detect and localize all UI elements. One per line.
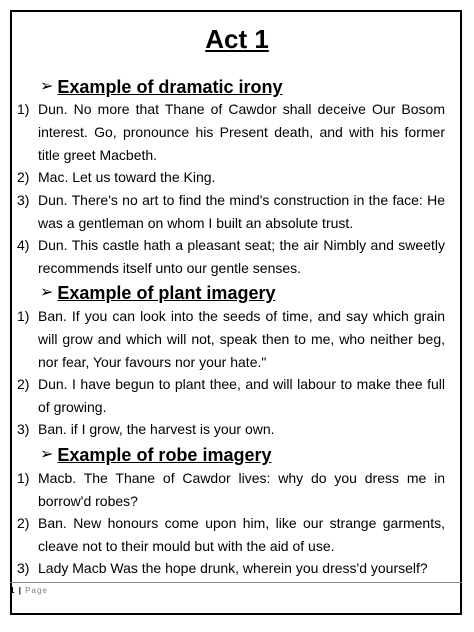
footer-separator: | — [18, 586, 21, 595]
list-item: 2) Dun. I have begun to plant thee, and will labour to make thee full of growing. — [17, 376, 445, 415]
list-item: 3) Dun. There's no art to find the mind's construction in the face: He was a gentleman on whom I built an absolute trust. — [17, 192, 445, 231]
list-item: 3) Lady Macb Was the hope drunk, wherein you dress'd yourself? — [17, 560, 428, 576]
page-title: Act 1 — [205, 24, 269, 54]
section-heading-plant-imagery: ➢ Example of plant imagery — [40, 283, 276, 303]
list-item: 2) Mac. Let us toward the King. — [17, 169, 216, 185]
list-item: 1) Dun. No more that Thane of Cawdor shall deceive Our Bosom interest. Go, pronounce his Present death, and with his former title greet Macbeth. — [17, 101, 445, 163]
page-footer — [10, 582, 462, 597]
arrow-bullet-icon: ➢ — [40, 446, 54, 463]
arrow-bullet-icon: ➢ — [40, 284, 54, 301]
section-heading-dramatic-irony: ➢ Example of dramatic irony — [40, 77, 283, 97]
list-item: 1) Ban. If you can look into the seeds of time, and say which grain will grow and which will not, speak then to me, who neither beg, nor fear, Your favours nor your hate." — [17, 308, 445, 370]
arrow-bullet-icon: ➢ — [40, 78, 54, 95]
list-item: 2) Ban. New honours come upon him, like our strange garments, cleave not to their mould but with the aid of use. — [17, 515, 445, 554]
page-label: Page — [25, 586, 48, 595]
list-item: 3) Ban. if I grow, the harvest is your own. — [17, 421, 275, 437]
page-number: 1 — [10, 586, 15, 595]
section-heading-robe-imagery: ➢ Example of robe imagery — [40, 445, 272, 465]
list-item: 1) Macb. The Thane of Cawdor lives: why do you dress me in borrow'd robes? — [17, 470, 445, 509]
list-item: 4) Dun. This castle hath a pleasant seat; the air Nimbly and sweetly recommends itself unto our gentle senses. — [17, 237, 445, 276]
